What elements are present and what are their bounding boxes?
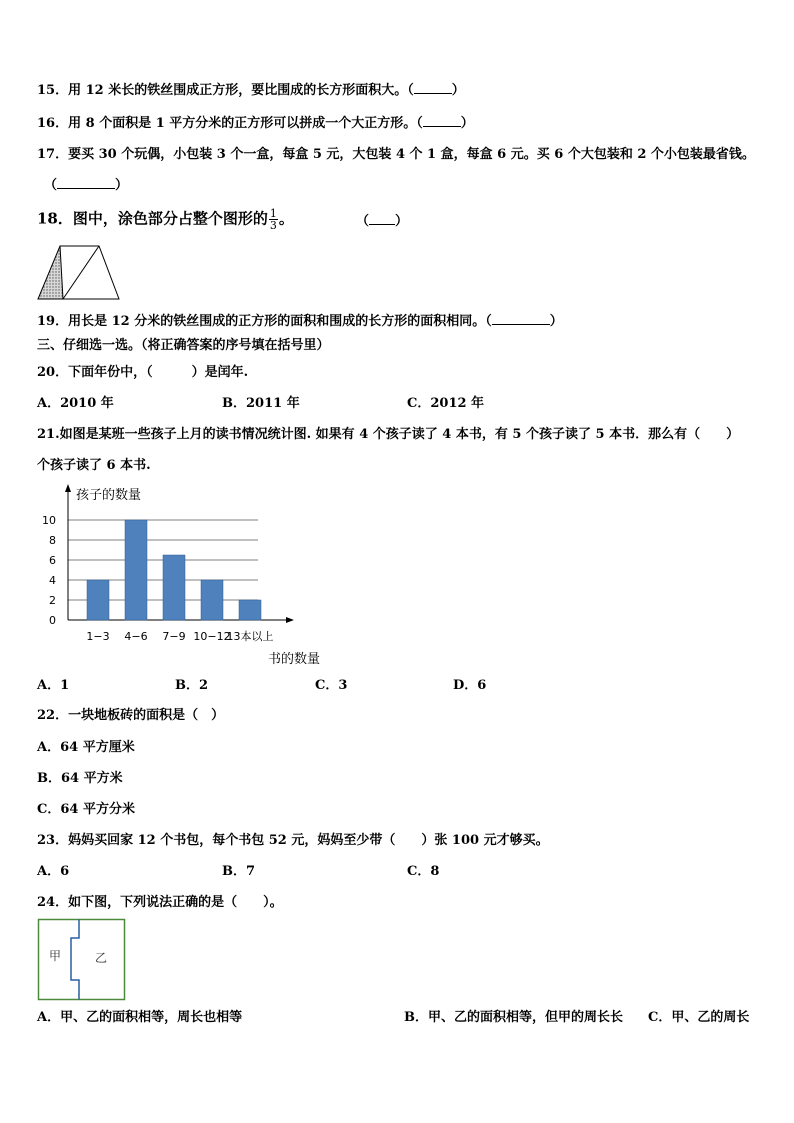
- q16-answer-blank[interactable]: [423, 114, 461, 127]
- q17-close: ）: [115, 178, 129, 193]
- q23-text: 妈妈买回家 12 个书包，每个书包 52 元，妈妈至少带（ ）张 100 元才够买。: [68, 833, 549, 848]
- q24-text: 如下图，下列说法正确的是（ ）。: [68, 895, 283, 910]
- bar: [239, 600, 261, 620]
- q17-text: 要买 30 个玩偶，小包装 3 个一盒，每盒 5 元，大包装 4 个 1 盒，每盒 6 元。买 6 个大包装和 2 个小包装最省钱。: [68, 147, 755, 162]
- question-24: [37, 894, 283, 912]
- question-20: [37, 364, 248, 382]
- q18-close: ）: [395, 214, 409, 229]
- q18-fraction: [269, 208, 278, 231]
- y-tick-label: 4: [49, 574, 56, 587]
- q20-text: 下面年份中，（ ）是闰年.: [68, 365, 249, 380]
- q24-option-c[interactable]: C．甲、乙的周长: [648, 1010, 750, 1025]
- dividing-boundary: [71, 920, 79, 1000]
- question-15: [37, 81, 465, 100]
- q21-text-1: 如图是某班一些孩子上月的读书情况统计图. 如果有 4 个孩子读了 4 本书，有 5 个孩子读了 5 本书．那么有（ ）: [59, 427, 740, 442]
- y-tick-label: 2: [49, 594, 56, 607]
- q18-answer-blank[interactable]: [369, 212, 395, 225]
- trapezoid-figure: [37, 244, 123, 302]
- q18-end: 。: [278, 209, 294, 228]
- q22-option-c[interactable]: C．64 平方分米: [37, 802, 135, 817]
- q23-number: 23．: [37, 833, 69, 848]
- section-3-heading: 三、仔细选一选。（将正确答案的序号填在括号里）: [37, 338, 330, 353]
- x-tick-label: 13本以上: [226, 630, 274, 643]
- q22-text: 一块地板砖的面积是（ ）: [68, 708, 225, 723]
- q24-number: 24．: [37, 895, 69, 910]
- q15-number: 15．: [37, 83, 69, 98]
- q22-option-b[interactable]: B．64 平方米: [37, 771, 123, 786]
- q21-text-2: 个孩子读了 6 本书.: [37, 458, 151, 473]
- q22-number: 22．: [37, 708, 69, 723]
- q18-number: 18．: [37, 209, 73, 228]
- y-axis-title: 孩子的数量: [76, 488, 142, 503]
- q23-option-a[interactable]: A．6: [37, 864, 70, 879]
- question-22: [37, 707, 224, 725]
- x-tick-label: 10−12: [193, 630, 231, 643]
- q16-number: 16．: [37, 116, 69, 131]
- question-23: [37, 832, 549, 850]
- q24-option-a[interactable]: A．甲、乙的面积相等，周长也相等: [37, 1010, 243, 1025]
- x-tick-label: 4−6: [124, 630, 148, 643]
- bar: [163, 555, 185, 620]
- jia-yi-figure: [37, 918, 127, 1002]
- q17-open: （: [44, 178, 58, 193]
- x-tick-label: 1−3: [86, 630, 110, 643]
- question-17: [37, 146, 755, 164]
- q21-option-a[interactable]: A．1: [37, 678, 70, 693]
- bar: [87, 580, 109, 620]
- q15-text: 用 12 米长的铁丝围成正方形，要比围成的长方形面积大。（: [68, 83, 414, 98]
- q21-option-c[interactable]: C．3: [315, 678, 348, 693]
- question-21-cont: [37, 457, 151, 475]
- bar: [125, 520, 147, 620]
- y-tick-label: 10: [42, 514, 56, 527]
- y-tick-label: 8: [49, 534, 56, 547]
- q15-answer-blank[interactable]: [414, 81, 452, 94]
- q20-number: 20．: [37, 365, 69, 380]
- y-tick-label: 0: [49, 614, 56, 627]
- q21-option-d[interactable]: D．6: [453, 678, 487, 693]
- bar: [201, 580, 223, 620]
- question-19: [37, 312, 563, 331]
- label-yi: 乙: [95, 951, 108, 965]
- q18-text: 图中，涂色部分占整个图形的: [72, 209, 268, 228]
- q21-option-b[interactable]: B．2: [175, 678, 209, 693]
- x-axis-arrow: [286, 617, 294, 623]
- fraction-denominator: 3: [269, 219, 277, 232]
- q22-option-a[interactable]: A．64 平方厘米: [37, 740, 135, 755]
- divider-line-2: [63, 246, 99, 299]
- q15-close: ）: [451, 83, 465, 98]
- x-axis-title: 书的数量: [268, 652, 321, 667]
- q19-text: 用长是 12 分米的铁丝围成的正方形的面积和围成的长方形的面积相同。（: [68, 314, 492, 329]
- q23-option-c[interactable]: C．8: [407, 864, 440, 879]
- q18-open: （: [356, 214, 370, 229]
- fraction-numerator: 1: [269, 207, 277, 220]
- q20-option-a[interactable]: A．2010 年: [37, 396, 114, 411]
- question-21: [37, 426, 739, 444]
- q19-answer-blank[interactable]: [492, 312, 550, 325]
- q16-close: ）: [460, 116, 474, 131]
- q19-close: ）: [549, 314, 563, 329]
- q24-option-b[interactable]: B．甲、乙的面积相等，但甲的周长长: [404, 1010, 623, 1025]
- q21-number: 21.: [37, 427, 60, 442]
- label-jia: 甲: [49, 949, 62, 963]
- q17-number: 17．: [37, 147, 69, 162]
- q18-answer: [356, 212, 408, 231]
- q17-answer-blank[interactable]: [57, 176, 115, 189]
- question-18: [37, 208, 294, 231]
- reading-bar-chart: [30, 480, 321, 670]
- question-16: [37, 114, 474, 133]
- y-axis-arrow: [65, 484, 71, 492]
- y-tick-label: 6: [49, 554, 56, 567]
- q20-option-b[interactable]: B．2011 年: [222, 396, 300, 411]
- x-tick-label: 7−9: [162, 630, 186, 643]
- q20-option-c[interactable]: C．2012 年: [407, 396, 485, 411]
- q19-number: 19．: [37, 314, 69, 329]
- q16-text: 用 8 个面积是 1 平方分米的正方形可以拼成一个大正方形。（: [68, 116, 423, 131]
- q23-option-b[interactable]: B．7: [222, 864, 256, 879]
- question-17-answer: [44, 176, 128, 195]
